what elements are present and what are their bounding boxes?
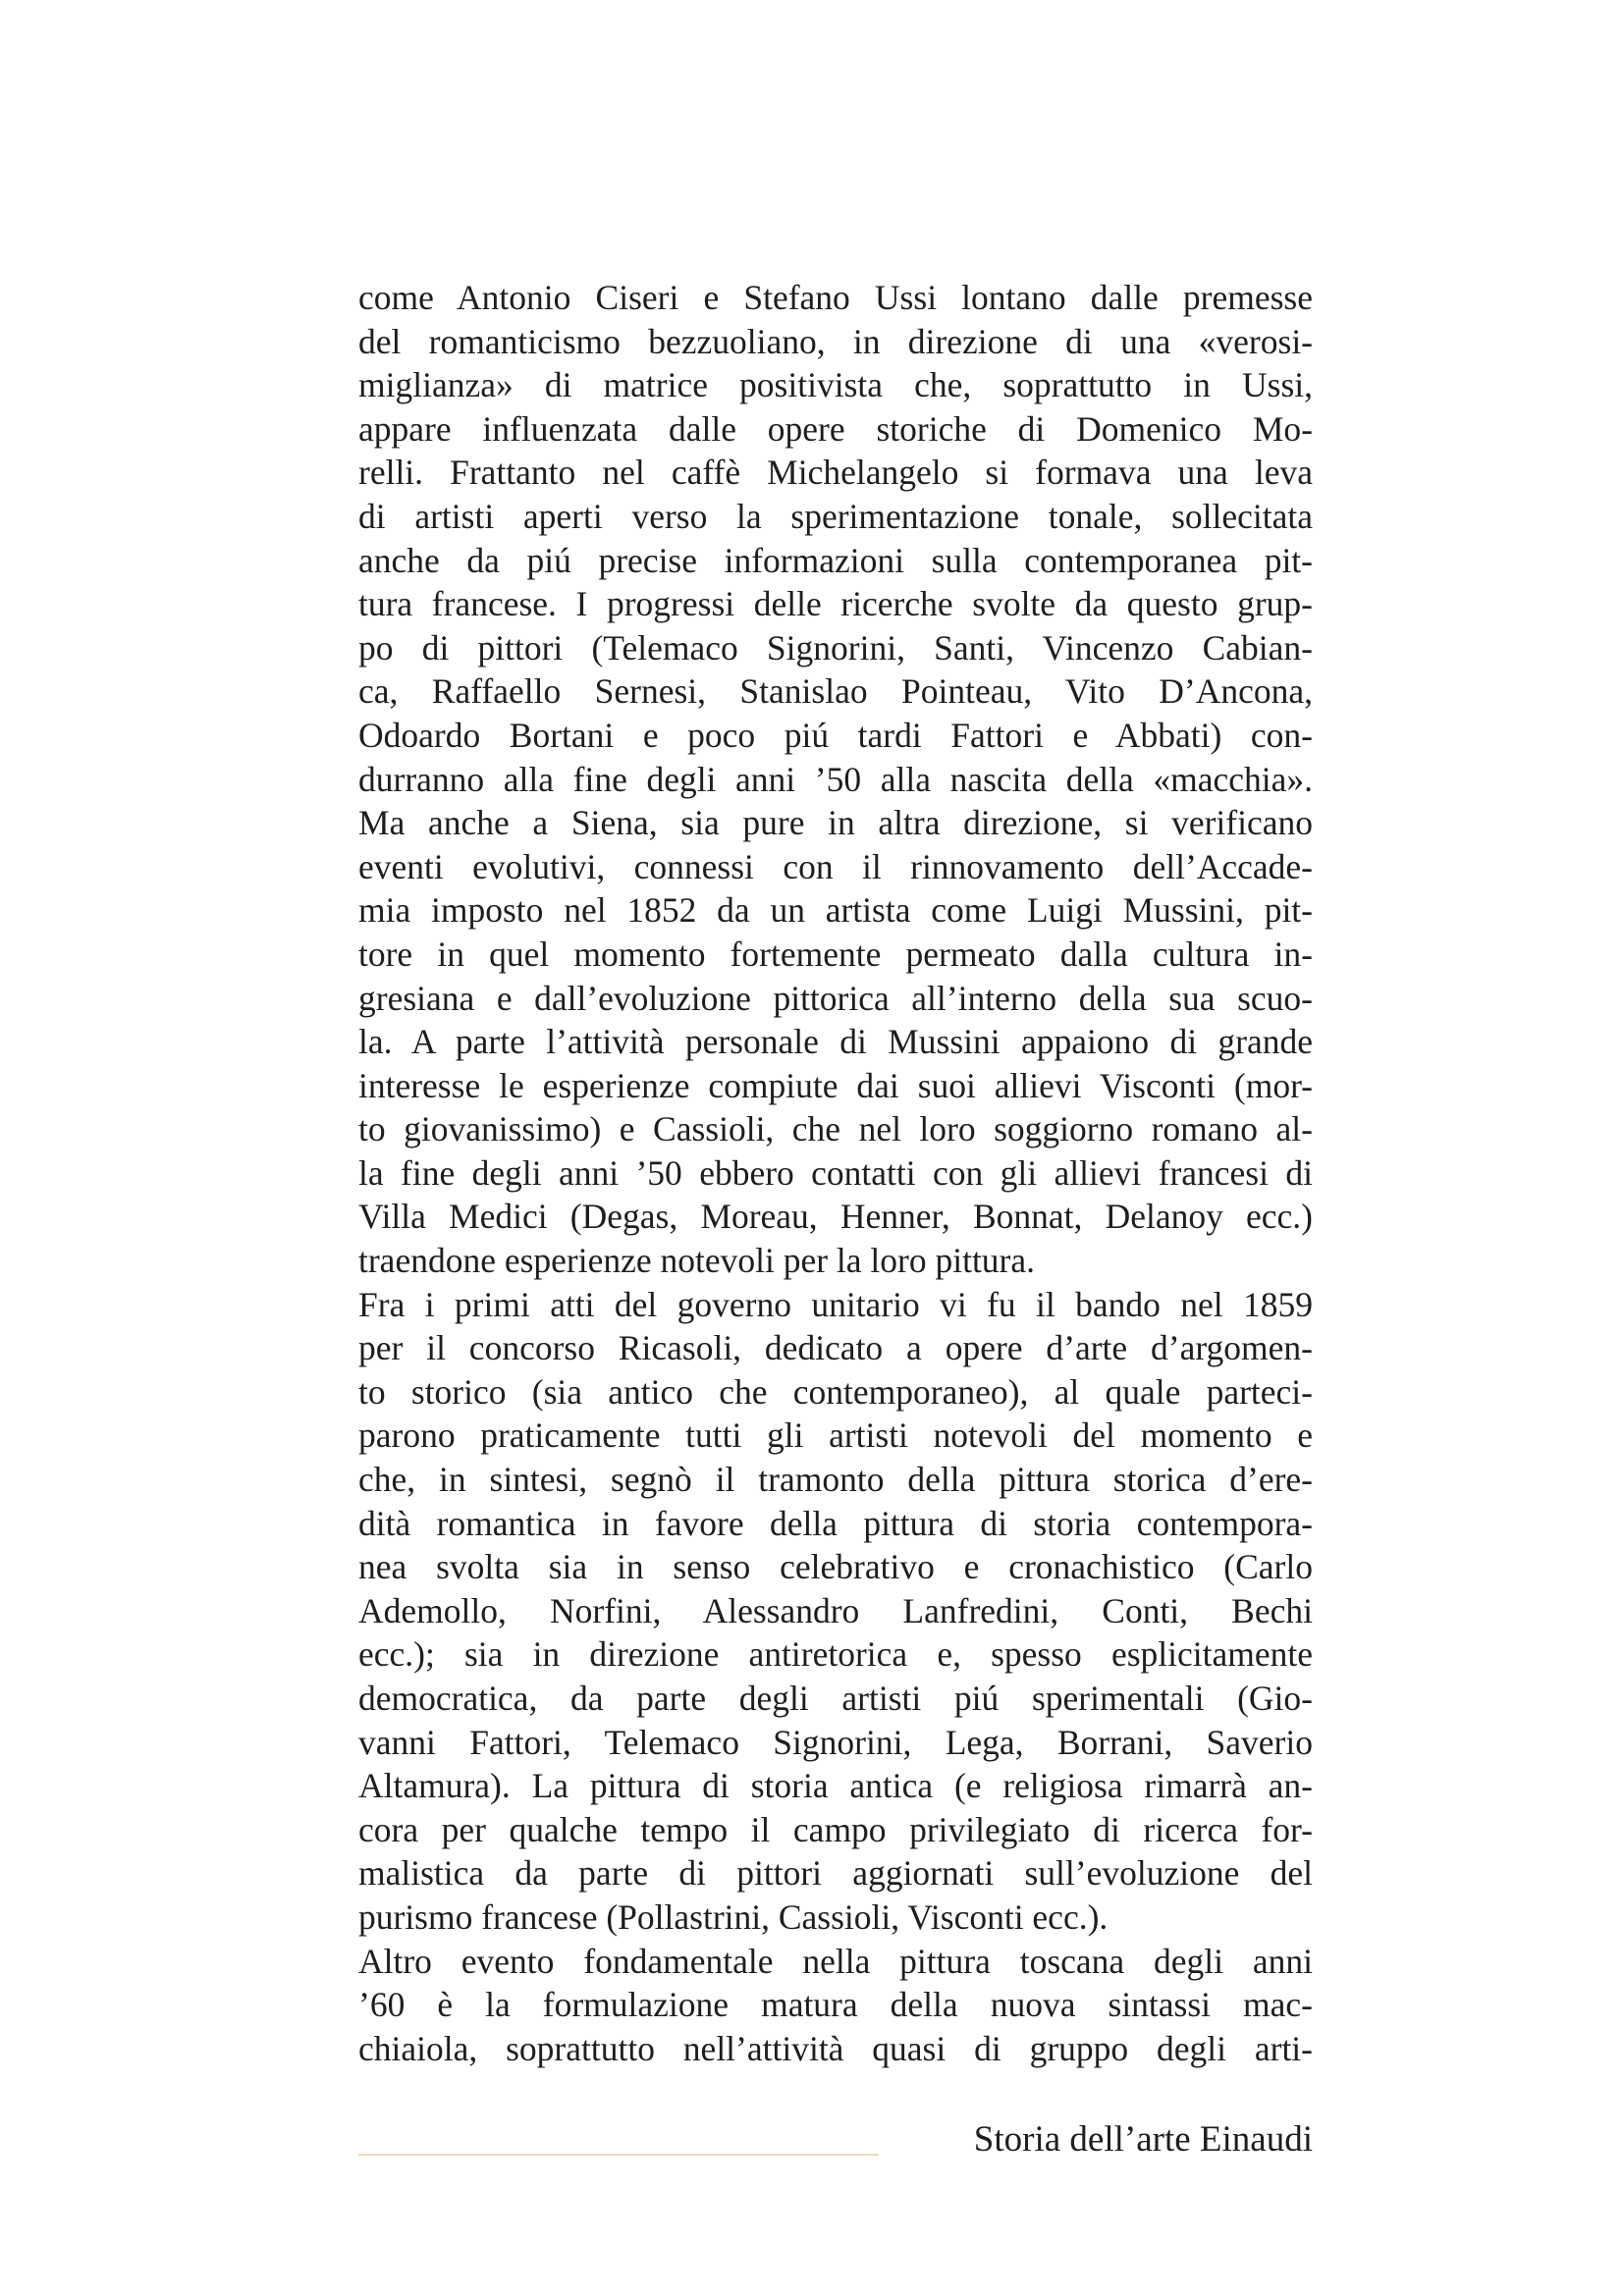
text-line: gresiana e dall’evoluzione pittorica all’interno della sua scuo- <box>358 978 1313 1018</box>
page-footer <box>358 2110 1313 2169</box>
text-line: po di pittori (Telemaco Signorini, Santi, Vincenzo Cabian- <box>358 627 1313 667</box>
text-line: chiaiola, soprattutto nell’attività quasi di gruppo degli arti- <box>358 2028 1313 2068</box>
text-line: appare influenzata dalle opere storiche di Domenico Mo- <box>358 408 1313 449</box>
text-line: tura francese. I progressi delle ricerche svolte da questo grup- <box>358 584 1313 624</box>
text-line: di artisti aperti verso la sperimentazione tonale, sollecitata <box>358 496 1313 536</box>
text-line: interesse le esperienze compiute dai suoi allievi Visconti (mor- <box>358 1065 1313 1105</box>
text-line: come Antonio Ciseri e Stefano Ussi lontano dalle premesse <box>358 278 1313 317</box>
text-line: to storico (sia antico che contemporaneo), al quale parteci- <box>358 1371 1313 1412</box>
text-line: vanni Fattori, Telemaco Signorini, Lega, Borrani, Saverio <box>358 1722 1313 1762</box>
text-line: ecc.); sia in direzione antiretorica e, spesso esplicitamente <box>358 1634 1313 1675</box>
text-line: Altro evento fondamentale nella pittura toscana degli anni <box>358 1941 1313 1981</box>
text-line: Ma anche a Siena, sia pure in altra direzione, si verificano <box>358 803 1313 843</box>
footer-title: Storia dell’arte Einaudi <box>973 2119 1313 2160</box>
text-line: Fra i primi atti del governo unitario vi fu il bando nel 1859 <box>358 1284 1313 1324</box>
text-line: eventi evolutivi, connessi con il rinnovamento dell’Accade- <box>358 846 1313 886</box>
text-line: Odoardo Bortani e poco piú tardi Fattori e Abbati) con- <box>358 715 1313 755</box>
text-line: nea svolta sia in senso celebrativo e cronachistico (Carlo <box>358 1547 1313 1587</box>
text-line: to giovanissimo) e Cassioli, che nel loro soggiorno romano al- <box>358 1109 1313 1149</box>
text-line: anche da piú precise informazioni sulla contemporanea pit- <box>358 540 1313 580</box>
body-text <box>358 276 1313 2070</box>
text-line: Ademollo, Norfini, Alessandro Lanfredini, Conti, Bechi <box>358 1590 1313 1630</box>
text-line: relli. Frattanto nel caffè Michelangelo si formava una leva <box>358 453 1313 493</box>
text-line: che, in sintesi, segnò il tramonto della pittura storica d’ere- <box>358 1460 1313 1500</box>
text-line: mia imposto nel 1852 da un artista come Luigi Mussini, pit- <box>358 890 1313 931</box>
text-line: ’60 è la formulazione matura della nuova sintassi mac- <box>358 1985 1313 2025</box>
text-line: purismo francese (Pollastrini, Cassioli, Visconti ecc.). <box>358 1896 1109 1937</box>
text-line: Altamura). La pittura di storia antica (e religiosa rimarrà an- <box>358 1766 1313 1806</box>
text-line: durranno alla fine degli anni ’50 alla nascita della «macchia». <box>358 759 1313 799</box>
text-line: malistica da parte di pittori aggiornati sull’evoluzione del <box>358 1853 1313 1894</box>
text-line: ca, Raffaello Sernesi, Stanislao Pointeau, Vito D’Ancona, <box>358 671 1313 712</box>
text-line: miglianza» di matrice positivista che, soprattutto in Ussi, <box>358 365 1313 405</box>
text-line: per il concorso Ricasoli, dedicato a opere d’arte d’argomen- <box>358 1328 1313 1368</box>
text-line: cora per qualche tempo il campo privilegiato di ricerca for- <box>358 1809 1313 1849</box>
text-line: tore in quel momento fortemente permeato dalla cultura in- <box>358 934 1313 974</box>
text-line: dità romantica in favore della pittura di storia contempora- <box>358 1503 1313 1543</box>
text-line: democratica, da parte degli artisti piú sperimentali (Gio- <box>358 1679 1313 1718</box>
text-line: la fine degli anni ’50 ebbero contatti con gli allievi francesi di <box>358 1152 1313 1193</box>
footer-rule <box>358 2154 879 2156</box>
text-line: del romanticismo bezzuoliano, in direzione di una «verosi- <box>358 321 1313 361</box>
text-line: traendone esperienze notevoli per la loro pittura. <box>358 1241 1036 1281</box>
text-line: Villa Medici (Degas, Moreau, Henner, Bonnat, Delanoy ecc.) <box>358 1197 1313 1237</box>
text-line: la. A parte l’attività personale di Mussini appaiono di grande <box>358 1022 1313 1062</box>
text-line: parono praticamente tutti gli artisti notevoli del momento e <box>358 1415 1313 1456</box>
